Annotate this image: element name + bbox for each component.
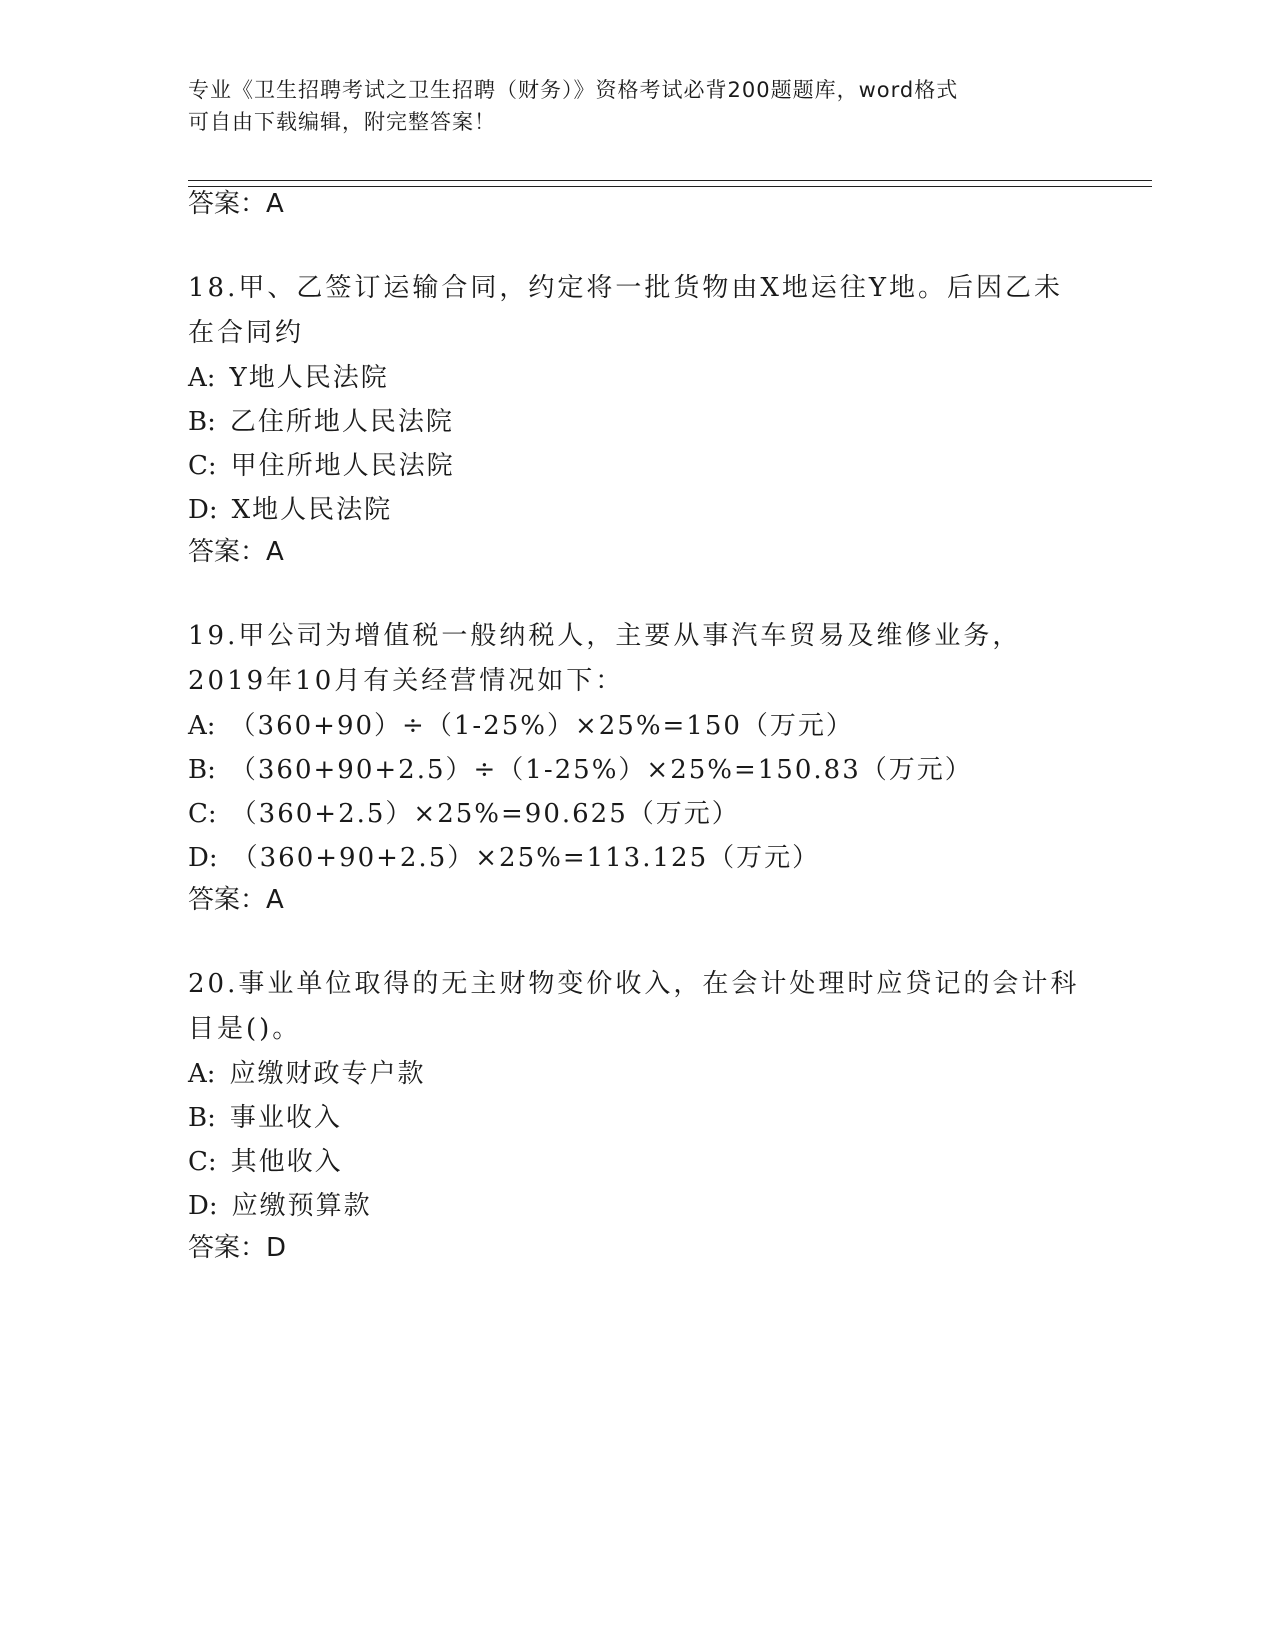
option-key: C: — [188, 451, 217, 481]
header-line-2: 可自由下载编辑，附完整答案！ — [188, 110, 496, 134]
option-c — [188, 450, 455, 482]
header-line-1: 专业《卫生招聘考试之卫生招聘（财务）》资格考试必背200题题库，word格式 — [188, 78, 959, 102]
option-text: （360+2.5）×25%=90.625（万元） — [230, 799, 740, 829]
option-b — [188, 754, 973, 786]
option-d — [188, 842, 820, 874]
option-a — [188, 362, 389, 394]
option-text: 应缴财政专户款 — [229, 1059, 426, 1089]
option-key: A: — [188, 1059, 216, 1089]
header-divider-top — [188, 180, 1152, 181]
option-key: D: — [188, 843, 218, 873]
header-divider-bottom — [188, 186, 1152, 187]
option-a — [188, 710, 854, 742]
question-text-18: 18.甲、乙签订运输合同，约定将一批货物由X地运往Y地。后因乙未在合同约 — [188, 273, 1064, 348]
option-b — [188, 406, 454, 438]
option-b — [188, 1102, 342, 1134]
question-text-20: 20.事业单位取得的无主财物变价收入，在会计处理时应贷记的会计科目是()。 — [188, 969, 1080, 1044]
option-d — [188, 494, 392, 526]
option-text: 乙住所地人民法院 — [229, 407, 454, 437]
option-text: Y地人民法院 — [229, 363, 389, 393]
option-key: D: — [188, 1191, 218, 1221]
option-key: C: — [188, 1147, 217, 1177]
option-text: 甲住所地人民法院 — [230, 451, 455, 481]
option-key: B: — [188, 407, 216, 437]
option-key: C: — [188, 799, 217, 829]
option-key: D: — [188, 495, 218, 525]
option-text: （360+90+2.5）÷（1-25%）×25%=150.83（万元） — [229, 755, 973, 785]
option-text: （360+90+2.5）×25%=113.125（万元） — [231, 843, 821, 873]
option-key: A: — [188, 363, 216, 393]
option-text: 事业收入 — [229, 1103, 342, 1133]
option-c — [188, 1146, 343, 1178]
question-text-19: 19.甲公司为增值税一般纳税人，主要从事汽车贸易及维修业务，2019年10月有关经营情况如下： — [188, 621, 1022, 696]
option-key: B: — [188, 755, 216, 785]
option-text: 其他收入 — [230, 1147, 343, 1177]
option-text: （360+90）÷（1-25%）×25%=150（万元） — [229, 711, 854, 741]
option-text: X地人民法院 — [231, 495, 393, 525]
option-a — [188, 1058, 426, 1090]
option-d — [188, 1190, 372, 1222]
answer-label: 答案：A — [188, 537, 284, 567]
answer-label: 答案：D — [188, 1233, 287, 1263]
answer-label: 答案：A — [188, 189, 284, 219]
document-header — [188, 74, 1088, 138]
option-key: B: — [188, 1103, 216, 1133]
option-c — [188, 798, 740, 830]
option-key: A: — [188, 711, 216, 741]
option-text: 应缴预算款 — [231, 1191, 372, 1221]
answer-label: 答案：A — [188, 885, 284, 915]
